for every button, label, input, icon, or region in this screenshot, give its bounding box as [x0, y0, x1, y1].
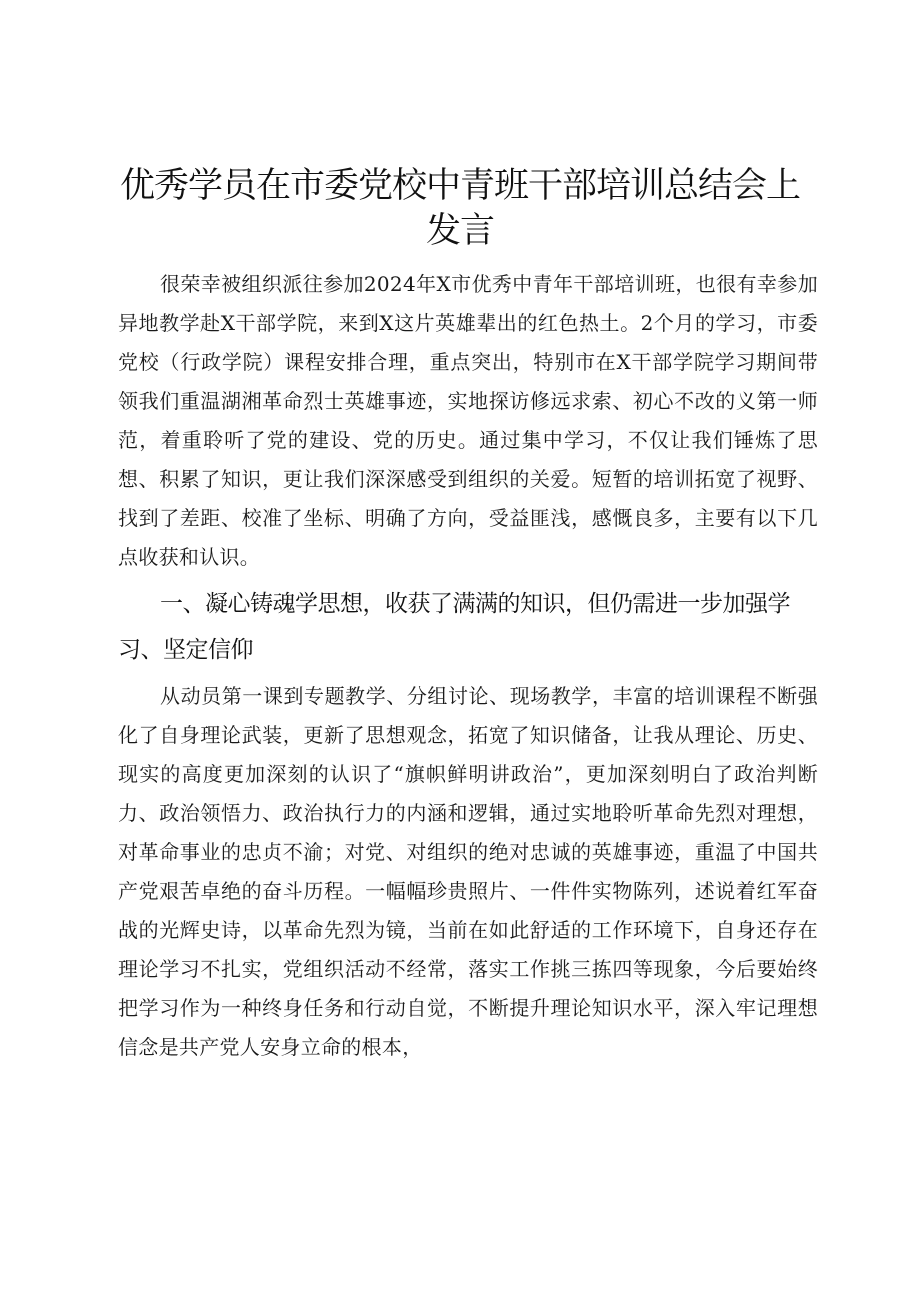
document-title: [100, 164, 820, 254]
section-heading-1: 一、凝心铸魂学思想，收获了满满的知识，但仍需进一步加强学习、坚定信仰: [118, 591, 790, 663]
title-line-2: 发言: [425, 211, 494, 251]
title-line-1: 优秀学员在市委党校中青班干部培训总结会上: [119, 166, 800, 206]
intro-paragraph: 很荣幸被组织派往参加2024年X市优秀中青年干部培训班，也很有幸参加异地教学赴X干部学院，来到X这片英雄辈出的红色热土。2个月的学习，市委党校（行政学院）课程安排合理，重点突出，特别市在X干部学院学习期间带领我们重温湖湘革命烈士英雄事迹，实地探访修远求索、初心不改的义第一师范，着重聆听了党的建设、党的历史。通过集中学习，不仅让我们锤炼了思想、积累了知识，更让我们深深感受到组织的关爱。短暂的培训拓宽了视野、找到了差距、校准了坐标、明确了方向，受益匪浅，感慨良多，主要有以下几点收获和认识。: [118, 272, 818, 569]
document-body: [118, 265, 818, 1067]
section-1-paragraph: 从动员第一课到专题教学、分组讨论、现场教学，丰富的培训课程不断强化了自身理论武装，更新了思想观念，拓宽了知识储备，让我从理论、历史、现实的高度更加深刻的认识了“旗帜鲜明讲政治”，更加深刻明白了政治判断力、政治领悟力、政治执行力的内涵和逻辑，通过实地聆听革命先烈对理想，对革命事业的忠贞不渝；对党、对组织的绝对忠诚的英雄事迹，重温了中国共产党艰苦卓绝的奋斗历程。一幅幅珍贵照片、一件件实物陈列，述说着红军奋战的光辉史诗，以革命先烈为镜，当前在如此舒适的工作环境下，自身还存在理论学习不扎实，党组织活动不经常，落实工作挑三拣四等现象，今后要始终把学习作为一种终身任务和行动自觉，不断提升理论知识水平，深入牢记理想信念是共产党人安身立命的根本，: [118, 684, 818, 1059]
